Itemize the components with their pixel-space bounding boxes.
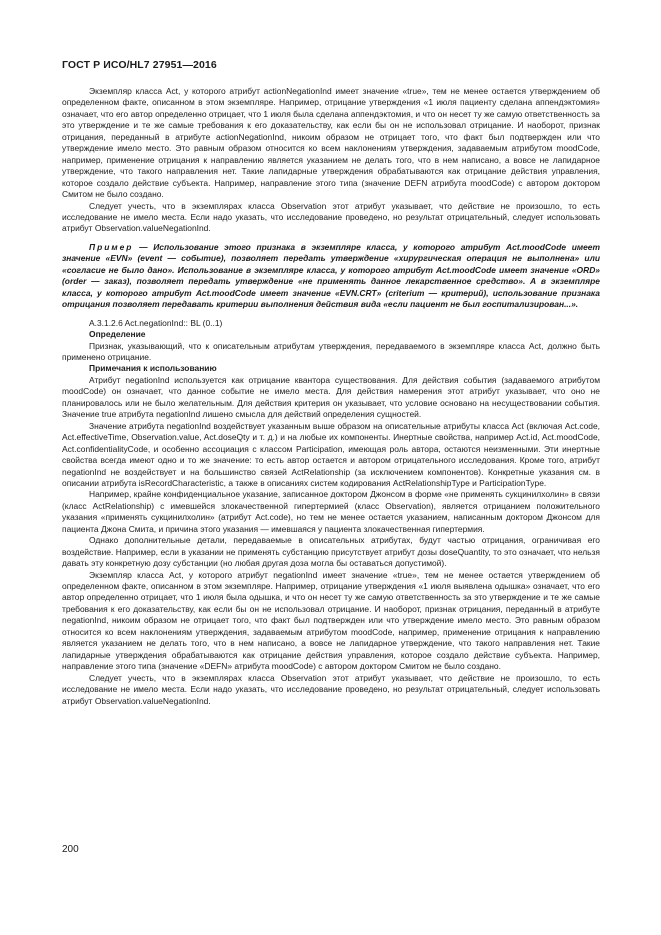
example-text: — Использование этого признака в экземпляре класса, у которого атрибут Act.moodCode имеет значение «EVN» (event — событие), позволяет передать утверждение «хирургическая операция не выполнена» или «согласие не было дано». Использование в экземпляре класса, у которого атрибут Act.moodCode имеет значение «ORD» (order — заказ), позволяет передать утверждение «не применять данное лекарственное средство». А в экземпляре класса, у которого атрибут Act.moodCode имеет значение «EVN.CRT» (criterium — критерий), использование признака отрицания позволяет передавать критерии выполнения действия вида «если пациент не был госпитализирован...». [62, 241, 600, 310]
paragraph: Экземпляр класса Act, у которого атрибут actionNegationInd имеет значение «true», тем не менее остается утверждением об определенном факте, описанном в этом экземпляре. Например, отрицание утверждения «1 июля пациенту сделана аппендэктомия» означает, что его автор определенно отрицает, что 1 июля была сделана аппендэктомия, и что он несет ту же самую ответственность за это утверждение и те же самые требования к его доказательству, как если бы он не использовал отрицание. И наоборот, признак отрицания, переданный в атрибуте actionNegationInd, никоим образом не отрицает того, что факт был подтвержден или что утверждение имело место. Это равным образом относится ко всем наклонениям утверждения, задаваемым атрибутом moodCode, например, применение отрицания к направлению является указанием не делать того, что в нем написано, а вовсе не лапидарное утверждение, что такого направления нет. Такие лапидарные утверждения обрабатываются как отрицание действия управления, которое создало действие субъекта. Например, направление этого типа (значение DEFN атрибута moodCode) с автором доктором Смитом не было создано. [62, 86, 600, 200]
paragraph: Например, крайне конфиденциальное указание, записанное доктором Джонсом в форме «не применять сукцинилхолин» в связи (класс ActRelationship) с имевшейся злокачественной гипертермией (класс Observation), является отрицанием положительного указания «применять сукцинилхолин» (атрибут Act.code), но тем не менее остается указанием, написанным доктором Джонсом для пациента Джона Смита, и причина этого указания — имевшаяся у пациента злокачественная гипертермия. [62, 489, 600, 534]
document-body [62, 86, 600, 707]
paragraph: Атрибут negationInd используется как отрицание квантора существования. Для действия события (задаваемого атрибутом moodCode) он означает, что данное событие не имело места. Для действия намерения этот атрибут указывает, что оно не планировалось или не было желательным. Для действия критерия он указывает, что условие основано на несуществовании события. Значение true атрибута negationInd лишено смысла для действий определения сущностей. [62, 374, 600, 420]
paragraph: Экземпляр класса Act, у которого атрибут negationInd имеет значение «true», тем не менее остается утверждением об определенном факте, описанном в этом экземпляре. Например, отрицание утверждения «1 июля выявлена одышка» означает, что его автор определенно отрицает, что 1 июля была одышка, и что он несет ту же самую ответственность за это утверждение и те же самые требования к его доказательству, как если бы он не использовал отрицание. И наоборот, признак отрицания, переданный в атрибуте negationInd, никоим образом не отрицает того, что факт был подтвержден или что утверждение имело место. Это равным образом относится ко всем наклонениям утверждения, задаваемым атрибутом moodCode, например, применение отрицания к направлению является указанием не делать того, что в нем написано, а вовсе не лапидарное утверждение, что такого направления нет. Такие лапидарные утверждения обрабатываются как отрицание действия управления, которое создало действие субъекта. Например, направление этого типа (значение «DEFN» атрибута moodCode) с автором доктором Смитом не было создано. [62, 569, 600, 672]
paragraph: Следует учесть, что в экземплярах класса Observation этот атрибут указывает, что действие не произошло, то есть исследование не имело места. Если надо указать, что исследование проведено, но результат отрицательный, следует использовать атрибут Observation.valueNegationInd. [62, 672, 600, 706]
standard-header: ГОСТ Р ИСО/HL7 27951—2016 [62, 59, 217, 71]
definition-text: Признак, указывающий, что к описательным атрибутам утверждения, передаваемого в экземпляре класса Act, должно быть применено отрицание. [62, 340, 600, 362]
example-label: Пример [89, 241, 134, 252]
example-paragraph [62, 242, 600, 311]
paragraph: Однако дополнительные детали, передаваемые в описательных атрибутах, будут частью отрицания, ограничивая его воздействие. Например, если в указании не применять субстанцию присутствует атрибут дозы doseQuantity, то это означает, что нельзя давать эту конкретную дозу субстанции (но любая другая доза могла бы оставаться допустимой). [62, 535, 600, 569]
page-number: 200 [62, 844, 79, 855]
section-id: A.3.1.2.6 Act.negationInd:: BL (0..1) [89, 317, 223, 328]
usage-heading: Примечания к использованию [89, 363, 217, 374]
paragraph: Значение атрибута negationInd воздействует указанным выше образом на описательные атрибуты класса Act (включая Act.code, Act.effectiveTime, Observation.value, Act.doseQty и т. д.) и на любые их компоненты. Инертные свойства, например Act.id, Act.moodCode, Act.confidentialityCode, и особенно ассоциация с классом Participation, имеющая роль автора, остаются неизменными. Эти инертные свойства всегда имеют одно и то же значение: то есть автор остается и автором отрицательного исследования. Кроме того, атрибут negationInd не воздействует и на большинство связей ActRelationship (за исключением компонентов). Конкретные указания см. в описании атрибута isRecordCharacteristic, а также в описаниях систем кодирования ActRelationshipType и ParticipationType. [62, 420, 600, 488]
definition-heading: Определение [89, 329, 146, 340]
paragraph: Следует учесть, что в экземплярах класса Observation этот атрибут указывает, что действие не произошло, то есть исследование не имело места. Если надо указать, что исследование проведено, но результат отрицательный, следует использовать атрибут Observation.valueNegationInd. [62, 200, 600, 234]
